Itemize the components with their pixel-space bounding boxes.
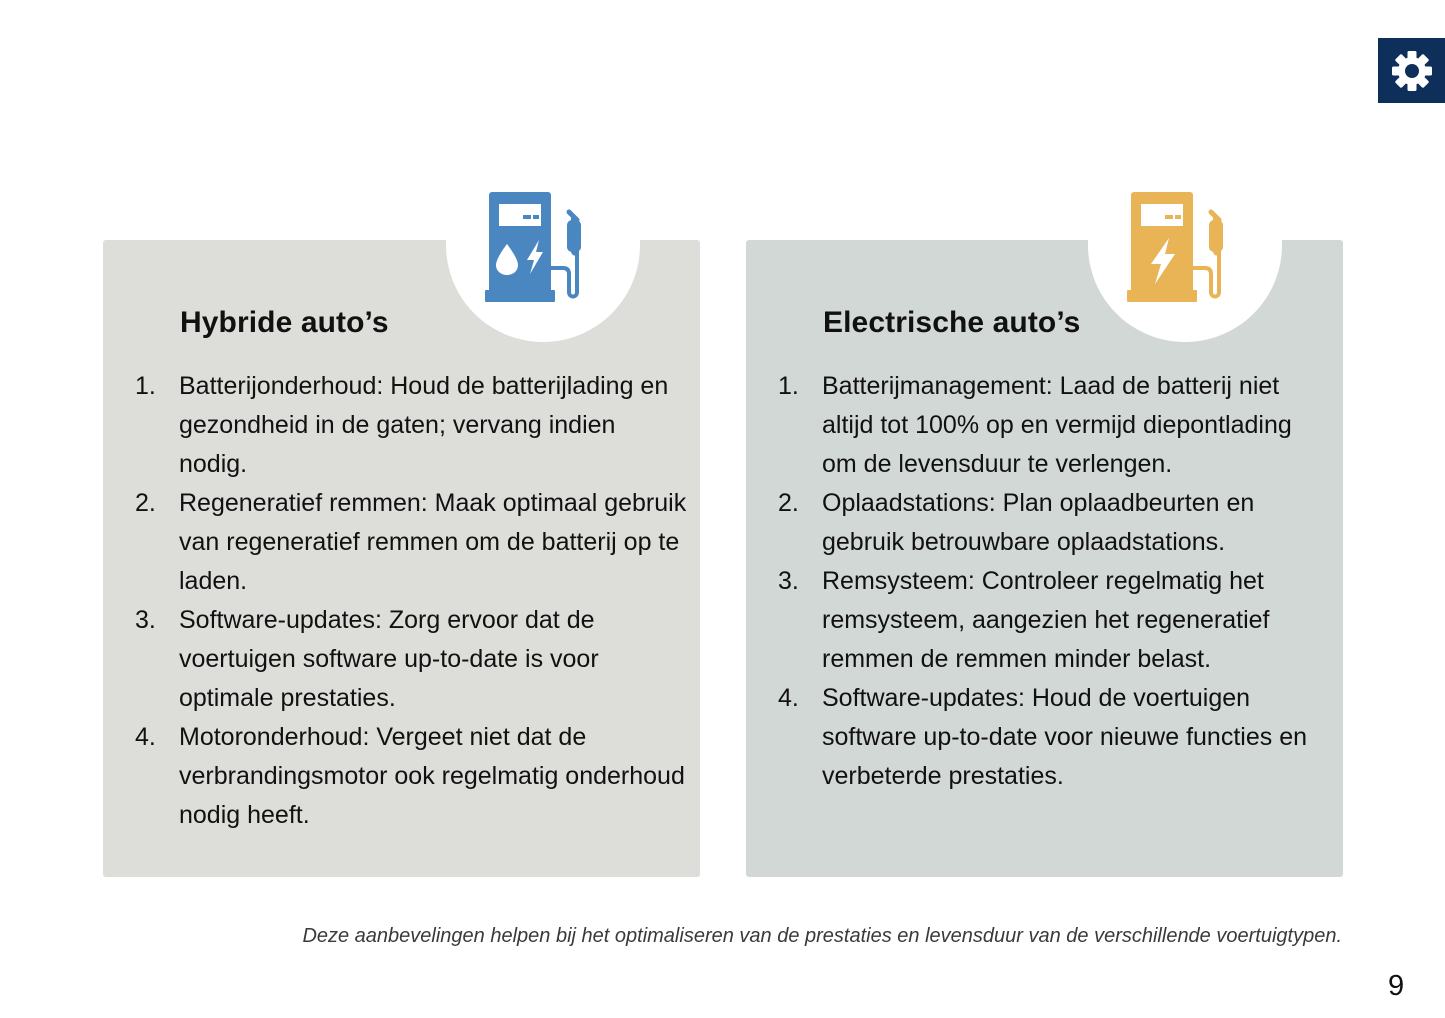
list-item-number: 4.	[135, 723, 156, 751]
list-item	[778, 484, 1330, 562]
list-item	[778, 367, 1330, 484]
list-item	[778, 679, 1330, 796]
list-item	[778, 562, 1330, 679]
list-item-text: Motoronderhoud: Vergeet niet dat de verbrandingsmotor ook regelmatig onderhoud nodig heeft.	[179, 723, 685, 829]
list-item-number: 3.	[778, 567, 799, 595]
list-item-number: 2.	[778, 489, 799, 517]
list-item-number: 3.	[135, 606, 156, 634]
gear-icon	[1390, 49, 1434, 93]
charging-station-bolt-icon	[1125, 190, 1235, 305]
footnote: Deze aanbevelingen helpen bij het optimaliseren van de prestaties en levensduur van de verschillende voertuigtypen.	[302, 925, 1342, 947]
list-item-text: Remsysteem: Controleer regelmatig het remsysteem, aangezien het regeneratief remmen de remmen minder belast.	[822, 567, 1270, 673]
hybrid-recommendations-list	[135, 367, 687, 835]
hybrid-card-title: Hybride auto’s	[180, 306, 389, 339]
list-item-text: Software-updates: Zorg ervoor dat de voertuigen software up-to-date is voor optimale prestaties.	[179, 606, 599, 712]
list-item	[135, 601, 687, 718]
list-item-text: Oplaadstations: Plan oplaadbeurten en gebruik betrouwbare oplaadstations.	[822, 489, 1255, 556]
list-item-text: Software-updates: Houd de voertuigen software up-to-date voor nieuwe functies en verbeterde prestaties.	[822, 684, 1307, 790]
list-item	[135, 718, 687, 835]
electric-recommendations-list	[778, 367, 1330, 796]
list-item-text: Batterijonderhoud: Houd de batterijlading en gezondheid in de gaten; vervang indien nodig.	[179, 372, 669, 478]
electric-icon-circle	[1088, 148, 1282, 342]
fuel-pump-drop-bolt-icon	[483, 190, 593, 305]
list-item-number: 4.	[778, 684, 799, 712]
electric-card	[746, 240, 1343, 877]
list-item-text: Batterijmanagement: Laad de batterij niet altijd tot 100% op en vermijd diepontlading om de levensduur te verlengen.	[822, 372, 1292, 478]
list-item-number: 1.	[778, 372, 799, 400]
electric-card-title: Electrische auto’s	[823, 306, 1081, 339]
hybrid-card	[103, 240, 700, 877]
list-item-text: Regeneratief remmen: Maak optimaal gebruik van regeneratief remmen om de batterij op te laden.	[179, 489, 687, 595]
list-item-number: 2.	[135, 489, 156, 517]
page-number: 9	[1388, 970, 1405, 1002]
list-item-number: 1.	[135, 372, 156, 400]
list-item	[135, 367, 687, 484]
settings-badge[interactable]	[1378, 38, 1445, 103]
list-item	[135, 484, 687, 601]
hybrid-icon-circle	[446, 148, 640, 342]
